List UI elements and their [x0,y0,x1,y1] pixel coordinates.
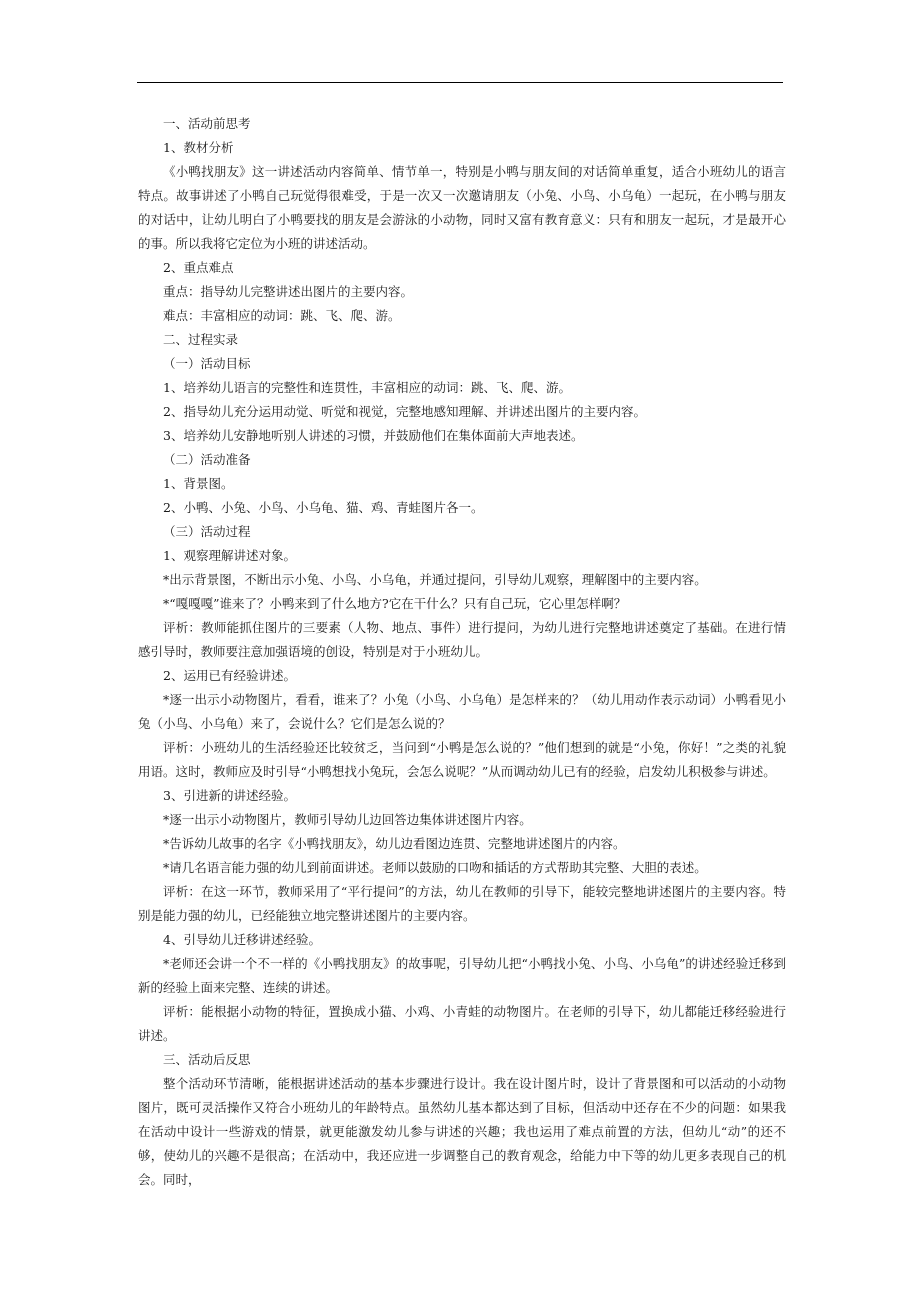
paragraph: *“嘎嘎嘎”谁来了？小鸭来到了什么地方?它在干什么？只有自己玩，它心里怎样啊？ [163,596,627,611]
paragraph: *请几名语言能力强的幼儿到前面讲述。老师以鼓励的口吻和插话的方式帮助其完整、大胆的表述。 [163,860,707,875]
paragraph: 一、活动前思考 [163,116,251,131]
paragraph: 1、教材分析 [163,140,234,155]
header-rule [137,82,783,83]
paragraph: 1、背景图。 [163,476,234,491]
paragraph: 2、运用已有经验讲述。 [163,668,296,683]
paragraph: 1、观察理解讲述对象。 [163,548,296,563]
paragraph: 2、重点难点 [163,260,234,275]
paragraph: 三、活动后反思 [163,1052,251,1067]
paragraph: 评析：教师能抓住图片的三要素（人物、地点、事件）进行提问，为幼儿进行完整地讲述奠定了基础。在进行情感引导时，教师要注意加强语境的创设，特别是对于小班幼儿。 [138,620,786,659]
paragraph: （三）活动过程 [163,524,251,539]
paragraph: （二）活动准备 [163,452,251,467]
paragraph: 二、过程实录 [163,332,239,347]
paragraph: 评析：能根据小动物的特征，置换成小猫、小鸡、小青蛙的动物图片。在老师的引导下，幼儿都能迁移经验进行讲述。 [138,1004,786,1043]
paragraph: 2、小鸭、小兔、小鸟、小乌龟、猫、鸡、青蛙图片各一。 [163,500,484,515]
paragraph: 评析：在这一环节，教师采用了“平行提问”的方法，幼儿在教师的引导下，能较完整地讲述图片的主要内容。特别是能力强的幼儿，已经能独立地完整讲述图片的主要内容。 [138,884,786,923]
paragraph: 《小鸭找朋友》这一讲述活动内容简单、情节单一，特别是小鸭与朋友间的对话简单重复，适合小班幼儿的语言特点。故事讲述了小鸭自己玩觉得很难受，于是一次又一次邀请朋友（小兔、小鸟、小乌龟）一起玩，在小鸭与朋友的对话中，让幼儿明白了小鸭要找的朋友是会游泳的小动物，同时又富有教育意义：只有和朋友一起玩，才是最开心的事。所以我将它定位为小班的讲述活动。 [138,164,786,251]
document-body [138,112,786,1192]
paragraph: 2、指导幼儿充分运用动觉、听觉和视觉，完整地感知理解、并讲述出图片的主要内容。 [163,404,646,419]
paragraph: （一）活动目标 [163,356,251,371]
paragraph: 3、培养幼儿安静地听别人讲述的习惯，并鼓励他们在集体面前大声地表述。 [163,428,584,443]
paragraph: 难点：丰富相应的动词：跳、飞、爬、游。 [163,308,401,323]
paragraph: 重点：指导幼儿完整讲述出图片的主要内容。 [163,284,414,299]
paragraph: 1、培养幼儿语言的完整性和连贯性，丰富相应的动词：跳、飞、爬、游。 [163,380,571,395]
paragraph: 4、引导幼儿迁移讲述经验。 [163,932,321,947]
paragraph: 3、引进新的讲述经验。 [163,788,296,803]
paragraph: *逐一出示小动物图片，教师引导幼儿边回答边集体讲述图片内容。 [163,812,532,827]
paragraph: 整个活动环节清晰，能根据讲述活动的基本步骤进行设计。我在设计图片时，设计了背景图和可以活动的小动物图片，既可灵活操作又符合小班幼儿的年龄特点。虽然幼儿基本都达到了目标，但活动中还存在不少的问题：如果我在活动中设计一些游戏的情景，就更能激发幼儿参与讲述的兴趣；我也运用了难点前置的方法，但幼儿“动”的还不够，使幼儿的兴趣不是很高；在活动中，我还应进一步调整自己的教育观念，给能力中下等的幼儿更多表现自己的机会。同时， [138,1076,786,1187]
paragraph: *告诉幼儿故事的名字《小鸭找朋友》，幼儿边看图边连贯、完整地讲述图片的内容。 [163,836,626,851]
paragraph: *逐一出示小动物图片，看看，谁来了？小兔（小鸟、小乌龟）是怎样来的？（幼儿用动作表示动词）小鸭看见小兔（小鸟、小乌龟）来了，会说什么？它们是怎么说的？ [138,692,786,731]
paragraph: 评析：小班幼儿的生活经验还比较贫乏，当问到“小鸭是怎么说的？”他们想到的就是“小兔，你好！”之类的礼貌用语。这时，教师应及时引导“小鸭想找小兔玩，会怎么说呢？”从而调动幼儿已有的经验，启发幼儿积极参与讲述。 [138,740,786,779]
paragraph: *老师还会讲一个不一样的《小鸭找朋友》的故事呢，引导幼儿把“小鸭找小兔、小鸟、小乌龟”的讲述经验迁移到新的经验上面来完整、连续的讲述。 [138,956,786,995]
paragraph: *出示背景图，不断出示小兔、小鸟、小乌龟，并通过提问，引导幼儿观察，理解图中的主要内容。 [163,572,707,587]
